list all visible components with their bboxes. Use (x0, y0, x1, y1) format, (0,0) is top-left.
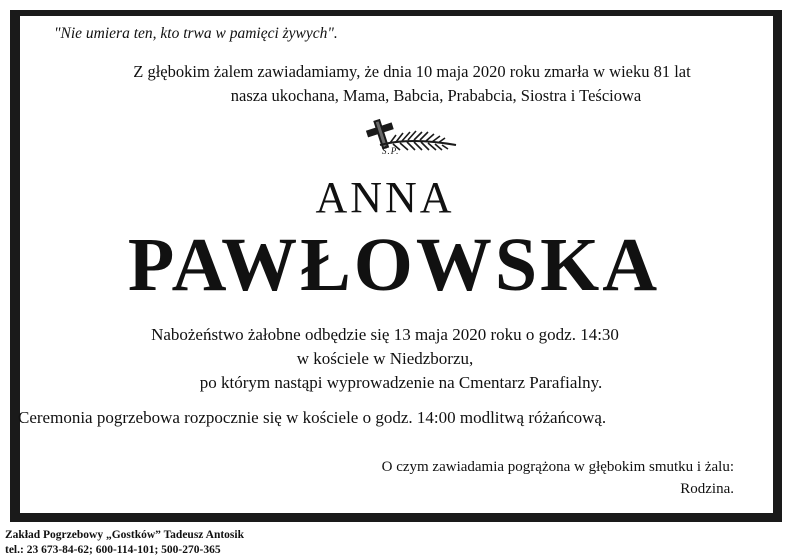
memorial-quote: "Nie umiera ten, kto trwa w pamięci żywych". (54, 25, 338, 42)
funeral-mass-line-2: w kościele w Niedzborzu, (296, 349, 474, 368)
deceased-last-name: PAWŁOWSKA (127, 223, 661, 307)
announcement-line-1: Z głębokim żalem zawiadamiamy, że dnia 10 maja 2020 roku zmarła w wieku 81 lat (133, 62, 691, 81)
funeral-home-name: Zakład Pogrzebowy „Gostków” Tadeusz Antosik (5, 529, 244, 541)
cross-with-palm-branch-icon (360, 115, 460, 161)
announcement-line-2: nasza ukochana, Mama, Babcia, Prababcia, Siostra i Teściowa (230, 86, 642, 105)
signoff-family: Rodzina. (680, 481, 734, 497)
funeral-mass-line-3: po którym nastąpi wyprowadzenie na Cmentarz Parafialny. (199, 373, 603, 392)
sp-abbreviation: Ś.P. (382, 146, 400, 156)
ceremony-notice: Ceremonia pogrzebowa rozpocznie się w kościele o godz. 14:00 modlitwą różańcową. (18, 408, 607, 427)
signoff-line-1: O czym zawiadamia pogrążona w głębokim smutku i żalu: (381, 459, 734, 475)
deceased-first-name: ANNA (315, 173, 455, 222)
funeral-home-phones: tel.: 23 673-84-62; 600-114-101; 500-270-365 (5, 544, 221, 556)
cross-emblem (360, 115, 460, 161)
funeral-mass-line-1: Nabożeństwo żałobne odbędzie się 13 maja 2020 roku o godz. 14:30 (151, 325, 619, 344)
